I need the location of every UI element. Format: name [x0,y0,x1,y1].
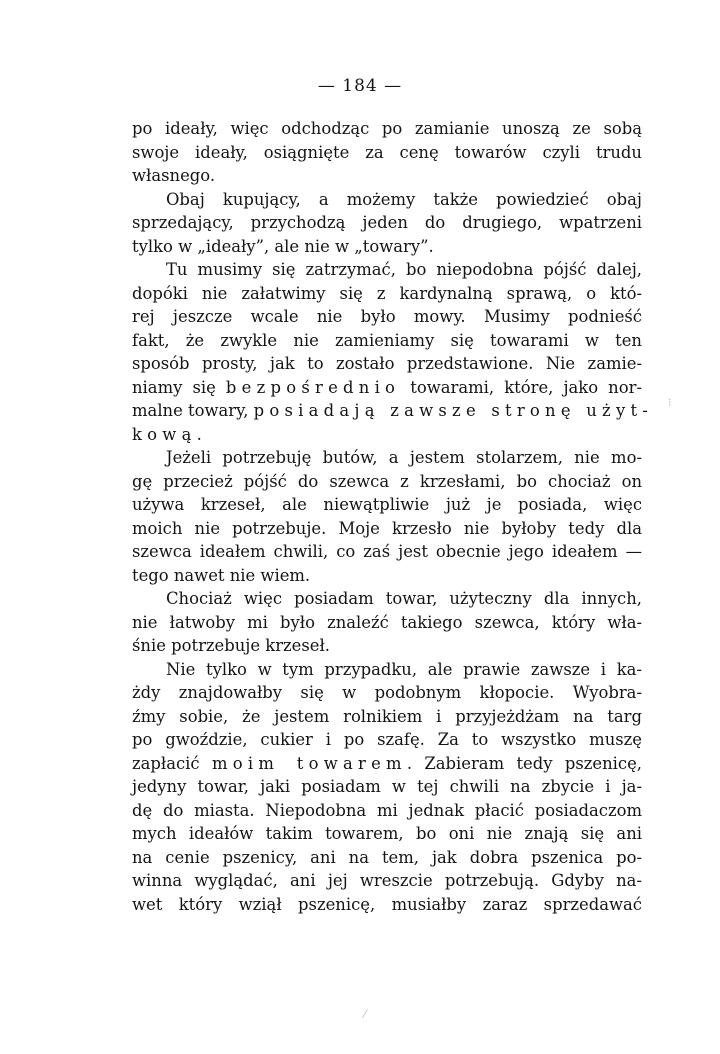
text-line: tylko w „ideały”, ale nie w „towary”. [132,236,434,256]
text-line: kową. [132,424,202,444]
text-line: sprzedający, przychodzą jeden do drugiego, wpatrzeni [132,213,642,232]
text-line: swoje ideały, osiągnięte za cenę towarów czyli trudu [132,142,642,162]
text-line: fakt, że zwykle nie zamieniamy się towarami w ten [132,330,642,350]
text-line: Tu musimy się zatrzymać, bo niepodobna pójść dalej, [166,260,642,279]
text-line: Obaj kupujący, a możemy także powiedzieć obaj [166,189,642,209]
text-line: po gwoździe, cukier i po szafę. Za to wszystko muszę [132,730,642,749]
emphasis-spaced: posiadają zawsze stronę użyt- [253,401,654,420]
text-line: szewca ideałem chwili, co zaś jest obecnie jego ideałem — [132,542,642,561]
text-line: Nie tylko w tym przypadku, ale prawie zawsze i ka- [166,659,642,679]
text-line: dę do miasta. Niepodobna mi jednak płacić posiadaczom [132,800,642,820]
text-line: Chociaż więc posiadam towar, użyteczny dla innych, [166,589,642,608]
text-line: używa krzeseł, ale niewątpliwie już je posiada, więc [132,495,642,514]
text-line: własnego. [132,166,216,185]
emphasis-spaced: kową [132,424,197,444]
emphasis-spaced: moim towarem [211,753,407,773]
text-line: niamy się bezpośrednio towarami, które, jako nor- [132,377,642,397]
text-line: dopóki nie załatwimy się z kardynalną sprawą, o któ- [132,283,642,303]
text-line: sposób prosty, jak to zostało przedstawione. Nie zamie- [132,354,642,373]
stray-print-mark: ⁄ [364,1008,366,1021]
text-line: zapłacić moim towarem. Zabieram tedy pszenicę, [132,753,642,773]
text-line: moich nie potrzebuje. Moje krzesło nie byłoby tedy dla [132,518,642,538]
text-line: gę przecież pójść do szewca z krzesłami, bo chociaż on [132,471,642,491]
text-line: Jeżeli potrzebuję butów, a jestem stolarzem, nie mo- [166,448,642,467]
text-line: tego nawet nie wiem. [132,565,311,585]
text-line: winna wyglądać, ani jej wreszcie potrzebują. Gdyby na- [132,871,642,890]
text-line: wet który wziął pszenicę, musiałby zaraz sprzedawać [132,894,642,914]
text-line: na cenie pszenicy, ani na tem, jak dobra pszenica po- [132,847,642,867]
text-line: żdy znajdowałby się w podobnym kłopocie. Wyobra- [132,683,642,702]
text-line: źmy sobie, że jestem rolnikiem i przyjeżdżam na targ [132,706,642,726]
text-line: po ideały, więc odchodząc po zamianie unoszą ze sobą [132,119,642,138]
text-line: jedyny towar, jaki posiadam w tej chwili na zbycie i ja- [132,777,642,796]
text-line: malne towary, posiadają zawsze stronę użyt- [132,401,654,420]
stray-print-mark: ⁝ [668,396,672,409]
emphasis-spaced: bezpośrednio [225,377,401,397]
text-line: mych ideałów takim towarem, bo oni nie znają się ani [132,824,642,843]
text-line: rej jeszcze wcale nie było mowy. Musimy podnieść [132,307,642,326]
text-line: nie łatwoby mi było znaleźć takiego szewca, który wła- [132,612,642,632]
body-text [132,117,654,916]
text-line: śnie potrzebuje krzeseł. [132,636,331,655]
page-number: — 184 — [317,76,403,96]
